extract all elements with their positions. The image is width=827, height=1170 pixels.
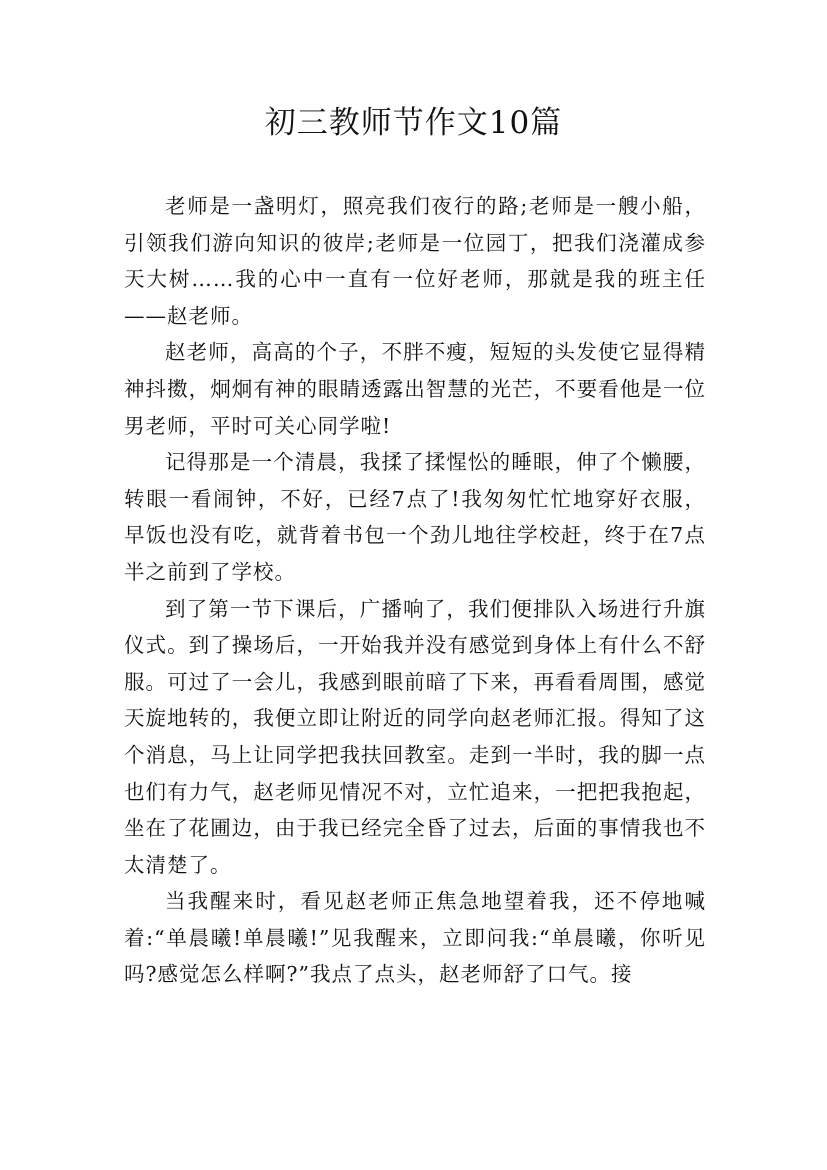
paragraph-4: 到了第一节下课后，广播响了，我们便排队入场进行升旗仪式。到了操场后，一开始我并没有感觉到身体上有什么不舒服。可过了一会儿，我感到眼前暗了下来，再看看周围，感觉天旋地转的，我便立即让附近的同学向赵老师汇报。得知了这个消息，马上让同学把我扶回教室。走到一半时，我的脚一点也们有力气，赵老师见情况不对，立忙追来，一把把我抱起，坐在了花圃边，由于我已经完全昏了过去，后面的事情我也不太清楚了。 [124, 596, 706, 877]
paragraph-3: 记得那是一个清晨，我揉了揉惺忪的睡眼，伸了个懒腰，转眼一看闹钟，不好，已经7点了!我匆匆忙忙地穿好衣服，早饭也没有吃，就背着书包一个劲儿地往学校赶，终于在7点半之前到了学校。 [124, 450, 706, 584]
paragraph-1: 老师是一盏明灯，照亮我们夜行的路;老师是一艘小船，引领我们游向知识的彼岸;老师是一位园丁，把我们浇灌成参天大树……我的心中一直有一位好老师，那就是我的班主任——赵老师。 [124, 194, 706, 328]
paragraph-2: 赵老师，高高的个子，不胖不瘦，短短的头发使它显得精神抖擞，炯炯有神的眼睛透露出智慧的光芒，不要看他是一位男老师，平时可关心同学啦! [124, 340, 706, 438]
document-body [124, 188, 706, 993]
paragraph-5: 当我醒来时，看见赵老师正焦急地望着我，还不停地喊着:“单晨曦!单晨曦!”见我醒来，立即问我:“单晨曦，你听见吗?感觉怎么样啊?”我点了点头，赵老师舒了口气。接 [124, 889, 706, 987]
document-title: 初三教师节作文10篇 [264, 105, 563, 141]
